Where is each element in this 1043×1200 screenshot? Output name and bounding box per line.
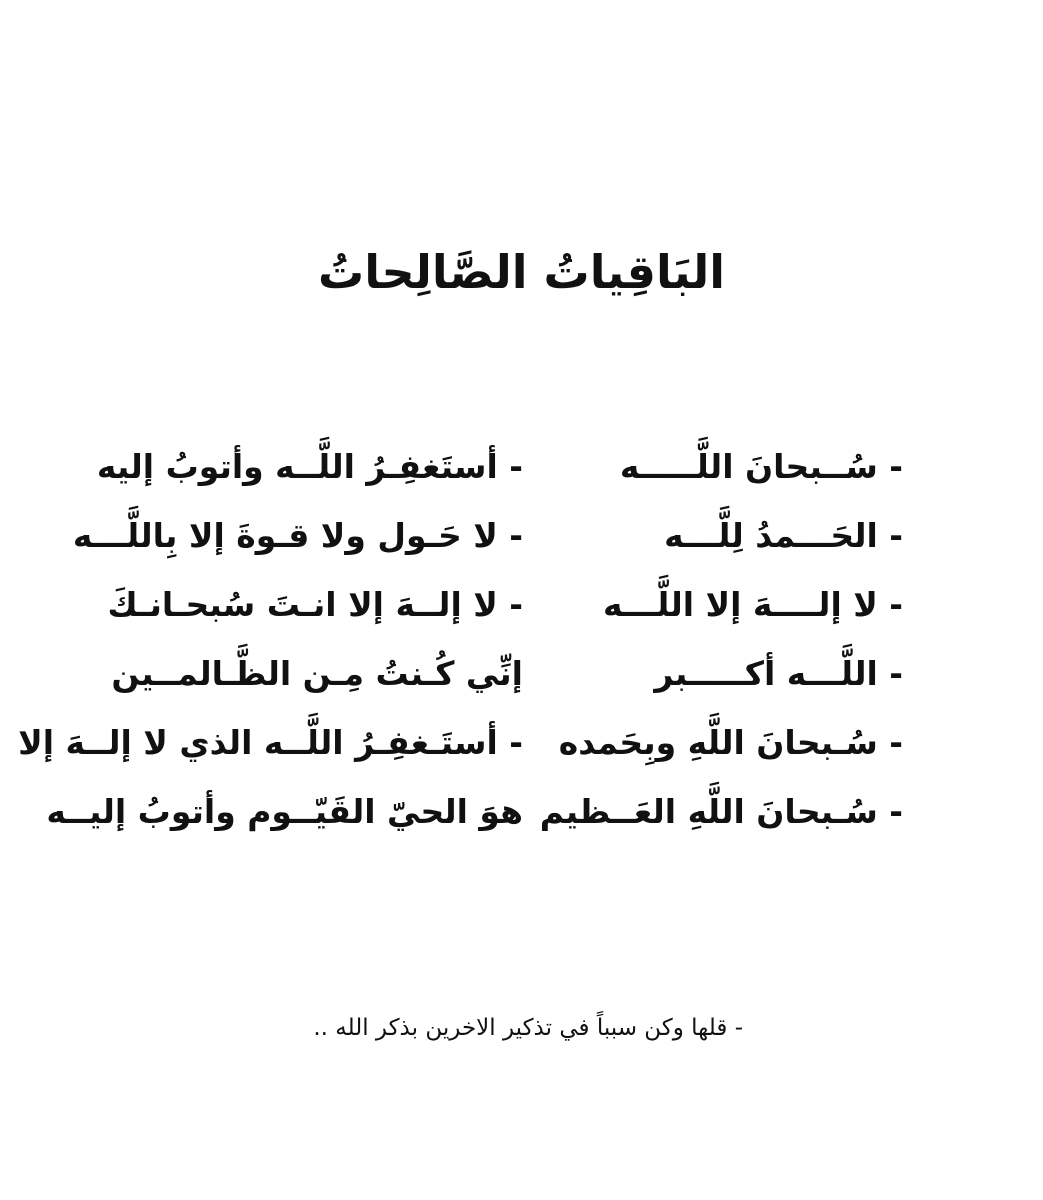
dhikr-line: - أستَـغفِـرُ اللَّــه الذي لا إلــهَ إلا [18, 723, 523, 762]
dhikr-line: إنِّي كُـنتُ مِـن الظَّـالمــين [111, 654, 523, 693]
dhikr-column-right [539, 432, 903, 846]
dhikr-line: - أستَغفِـرُ اللَّــه وأتوبُ إليه [96, 447, 523, 486]
footer-note: - قلها وكن سبباً في تذكير الاخرين بذكر الله .. [313, 1015, 743, 1041]
dhikr-line: - سُـبحانَ اللَّهِ العَــظيم [539, 792, 903, 831]
dhikr-line: - اللَّـــه أكـــــبر [654, 654, 903, 693]
page-title: البَاقِياتُ الصَّالِحاتُ [317, 245, 726, 299]
dhikr-line: هوَ الحيّ القَيّــوم وأتوبُ إليــه [46, 792, 523, 831]
dhikr-line: - الحَـــمدُ لِلَّـــه [664, 516, 903, 555]
dhikr-line: - سُــبحانَ اللَّـــــه [619, 447, 903, 486]
dhikr-line: - سُـبحانَ اللَّهِ وبِحَمده [558, 723, 903, 762]
dhikr-column-left [18, 432, 523, 846]
dhikr-line: - لا حَـول ولا قـوةَ إلا بِاللَّـــه [72, 516, 523, 555]
dhikr-line: - لا إلــــهَ إلا اللَّـــه [603, 585, 903, 624]
dhikr-line: - لا إلــهَ إلا انـتَ سُبحـانـكَ [107, 585, 523, 624]
